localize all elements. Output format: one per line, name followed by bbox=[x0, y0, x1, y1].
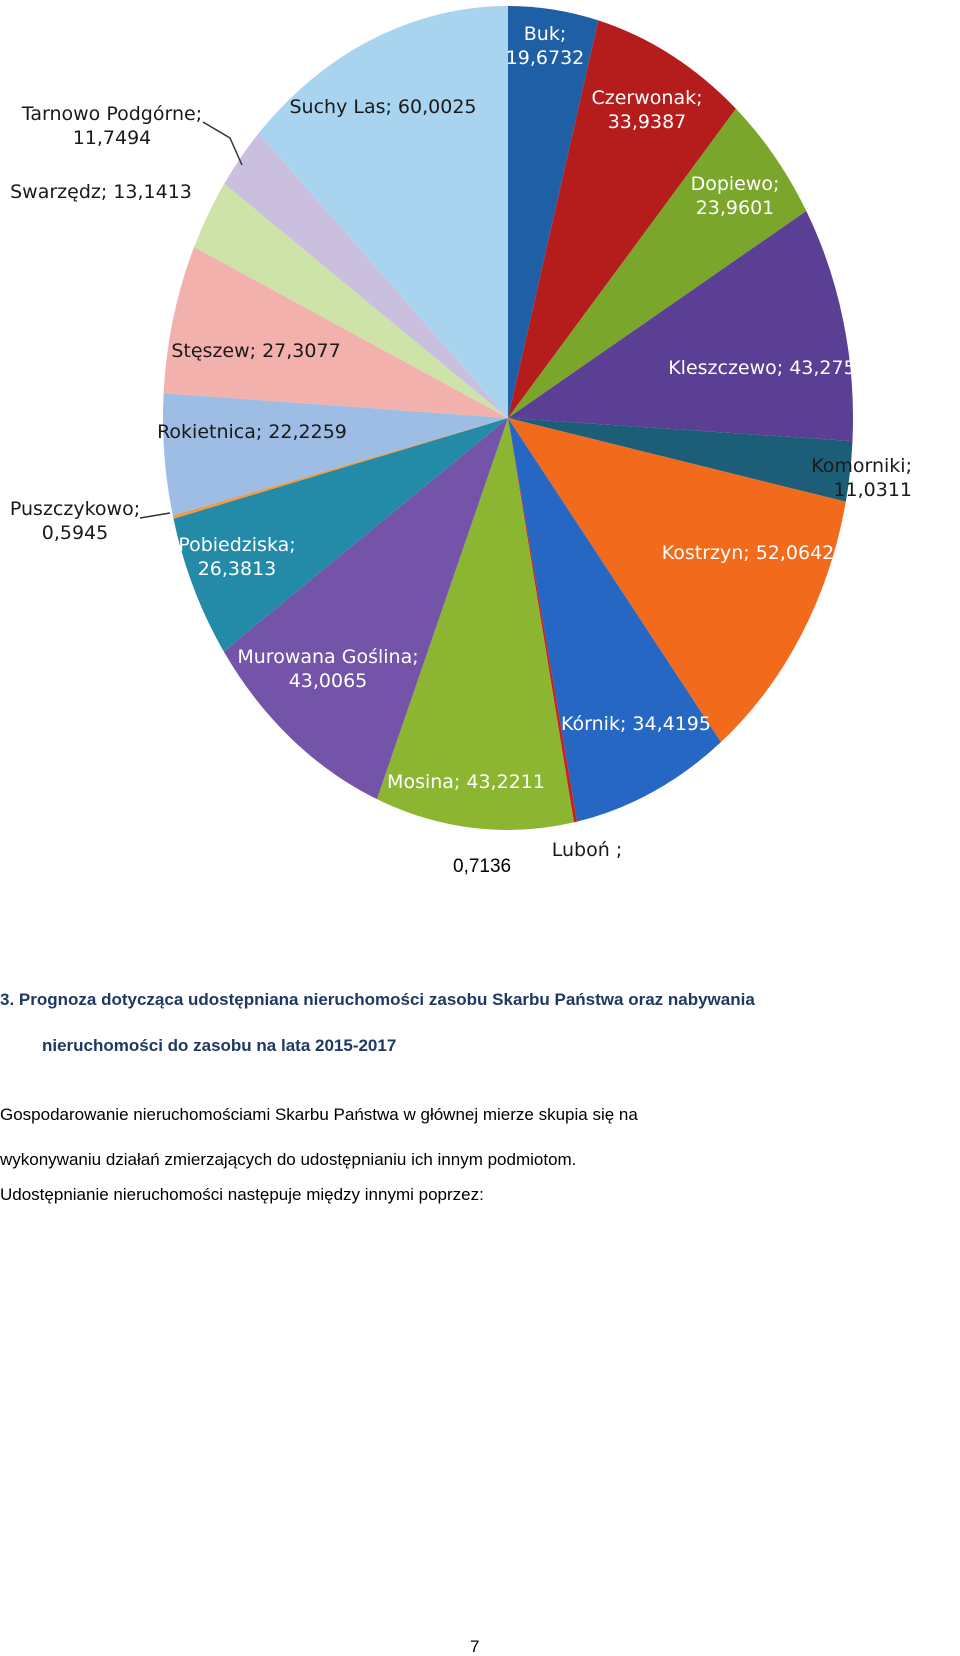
luboń-value-label: 0,7136 bbox=[453, 856, 512, 877]
page-number: 7 bbox=[470, 1637, 480, 1656]
pie-label-kleszczewo: Kleszczewo; 43,2755 bbox=[668, 357, 868, 379]
pie-label-tarnowo-podgórne: Tarnowo Podgórne; 11,7494 bbox=[21, 103, 203, 149]
pie-slices bbox=[163, 6, 853, 830]
pie-label-kostrzyn: Kostrzyn; 52,0642 bbox=[661, 542, 835, 564]
section-heading-line-1: 3. Prognoza dotycząca udostępniana nieruchomości zasobu Skarbu Państwa oraz nabywania bbox=[0, 990, 755, 1009]
body-text-line-2: wykonywaniu działań zmierzających do udostępnianiu ich innym podmiotom. bbox=[0, 1150, 577, 1169]
pie-label-dopiewo: Dopiewo; 23,9601 bbox=[690, 173, 780, 219]
pie-label-suchy-las: Suchy Las; 60,0025 bbox=[289, 96, 477, 118]
section-heading-line-2: nieruchomości do zasobu na lata 2015-2017 bbox=[42, 1036, 397, 1055]
pie-label-czerwonak: Czerwonak; 33,9387 bbox=[591, 87, 703, 133]
pie-label-puszczykowo: Puszczykowo; 0,5945 bbox=[9, 498, 141, 544]
pie-label-swarzędz: Swarzędz; 13,1413 bbox=[10, 181, 192, 203]
pie-label-luboń: Luboń ; bbox=[551, 839, 623, 860]
body-text-line-3: Udostępnianie nieruchomości następuje między innymi poprzez: bbox=[0, 1185, 484, 1204]
pie-label-buk: Buk; 19,6732 bbox=[505, 23, 585, 69]
leader-line-tarnowo-podgórne bbox=[203, 122, 242, 165]
pie-label-stęszew: Stęszew; 27,3077 bbox=[171, 340, 341, 362]
pie-label-rokietnica: Rokietnica; 22,2259 bbox=[157, 421, 347, 443]
leader-line-puszczykowo bbox=[140, 513, 170, 518]
body-text-line-1: Gospodarowanie nieruchomościami Skarbu Państwa w głównej mierze skupia się na bbox=[0, 1105, 638, 1124]
pie-label-komorniki: Komorniki; 11,0311 bbox=[811, 455, 912, 501]
pie-label-mosina: Mosina; 43,2211 bbox=[387, 771, 545, 793]
pie-label-pobiedziska: Pobiedziska; 26,3813 bbox=[178, 534, 296, 580]
pie-label-murowana-goślina: Murowana Goślina; 43,0065 bbox=[237, 646, 419, 692]
pie-label-kórnik: Kórnik; 34,4195 bbox=[561, 713, 711, 735]
